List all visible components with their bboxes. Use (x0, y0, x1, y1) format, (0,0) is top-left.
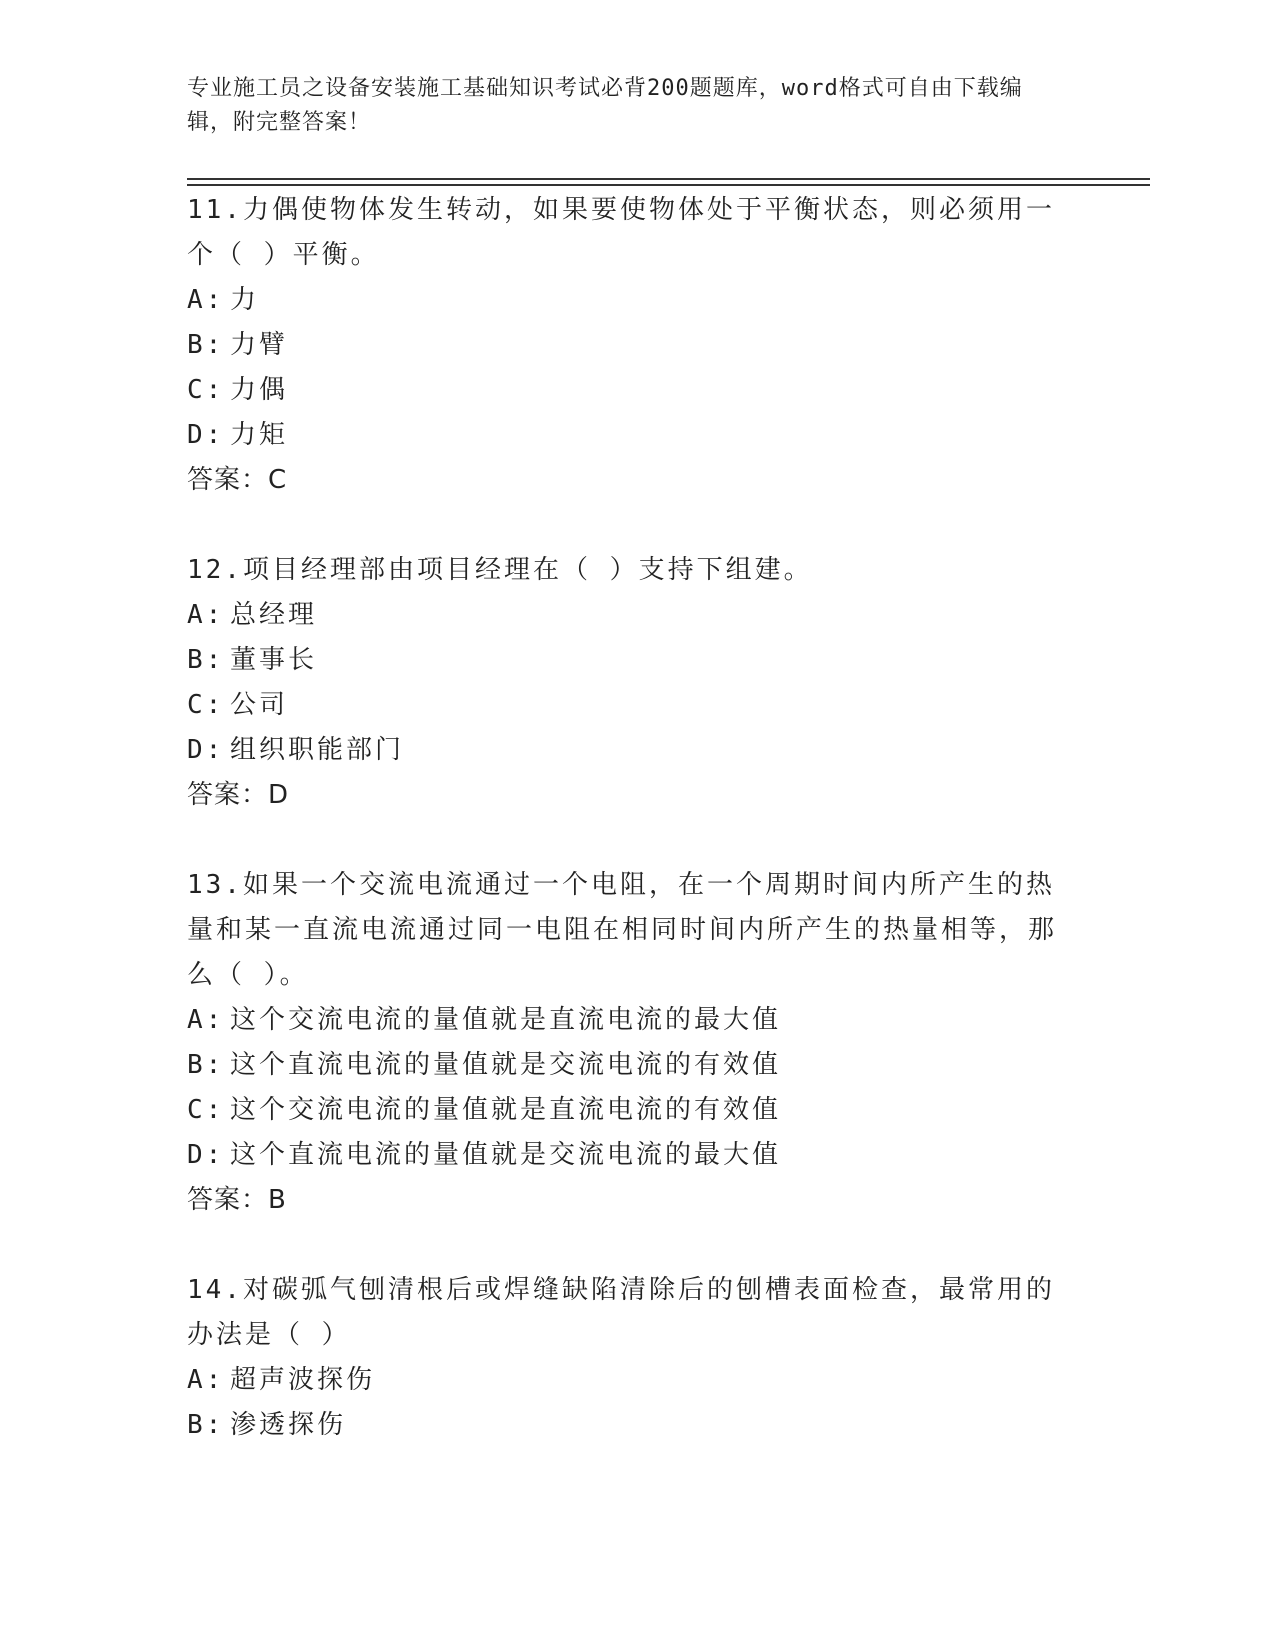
header-divider-bottom (187, 184, 1150, 186)
option-key: A: (187, 1365, 225, 1395)
answer-line: 答案：D (187, 780, 290, 810)
question-stem: 11.力偶使物体发生转动，如果要使物体处于平衡状态，则必须用一个（ ）平衡。 (187, 195, 1055, 270)
option-text: 这个交流电流的量值就是直流电流的最大值 (230, 1005, 782, 1035)
option-a (187, 998, 1077, 1043)
option-text: 力 (230, 285, 260, 315)
option-text: 力矩 (230, 420, 289, 450)
option-text: 董事长 (230, 645, 318, 675)
question-list (187, 188, 1077, 1493)
question-13 (187, 863, 1077, 1223)
option-key: C: (187, 1095, 225, 1125)
document-header: 专业施工员之设备安装施工基础知识考试必背200题题库，word格式可自由下载编辑，附完整答案！ (187, 76, 1023, 135)
answer-line: 答案：B (187, 1185, 287, 1215)
option-text: 组织职能部门 (230, 735, 405, 765)
option-key: B: (187, 645, 225, 675)
option-a (187, 1358, 1077, 1403)
option-key: C: (187, 375, 225, 405)
question-14 (187, 1268, 1077, 1448)
option-b (187, 1403, 1077, 1448)
option-b (187, 323, 1077, 368)
option-a (187, 278, 1077, 323)
option-d (187, 728, 1077, 773)
question-stem: 13.如果一个交流电流通过一个电阻，在一个周期时间内所产生的热量和某一直流电流通过同一电阻在相同时间内所产生的热量相等，那么（ ）。 (187, 870, 1058, 990)
option-key: A: (187, 1005, 225, 1035)
question-stem: 14.对碳弧气刨清根后或焊缝缺陷清除后的刨槽表面检查，最常用的办法是（ ） (187, 1275, 1055, 1350)
option-key: D: (187, 735, 225, 765)
option-b (187, 638, 1077, 683)
option-key: B: (187, 330, 225, 360)
question-12 (187, 548, 1077, 818)
option-text: 超声波探伤 (230, 1365, 376, 1395)
option-d (187, 413, 1077, 458)
option-text: 力偶 (230, 375, 289, 405)
option-key: B: (187, 1050, 225, 1080)
option-c (187, 368, 1077, 413)
question-stem: 12.项目经理部由项目经理在（ ）支持下组建。 (187, 555, 813, 585)
option-b (187, 1043, 1077, 1088)
header-divider-top (187, 178, 1150, 180)
option-c (187, 1088, 1077, 1133)
option-key: B: (187, 1410, 225, 1440)
option-d (187, 1133, 1077, 1178)
option-text: 渗透探伤 (230, 1410, 347, 1440)
option-text: 这个直流电流的量值就是交流电流的有效值 (230, 1050, 782, 1080)
option-text: 这个交流电流的量值就是直流电流的有效值 (230, 1095, 782, 1125)
option-key: D: (187, 1140, 225, 1170)
option-text: 这个直流电流的量值就是交流电流的最大值 (230, 1140, 782, 1170)
option-a (187, 593, 1077, 638)
answer-line: 答案：C (187, 465, 288, 495)
option-key: A: (187, 285, 225, 315)
question-11 (187, 188, 1077, 503)
option-text: 总经理 (230, 600, 318, 630)
option-key: C: (187, 690, 225, 720)
option-text: 公司 (230, 690, 289, 720)
option-text: 力臂 (230, 330, 289, 360)
option-c (187, 683, 1077, 728)
option-key: A: (187, 600, 225, 630)
option-key: D: (187, 420, 225, 450)
